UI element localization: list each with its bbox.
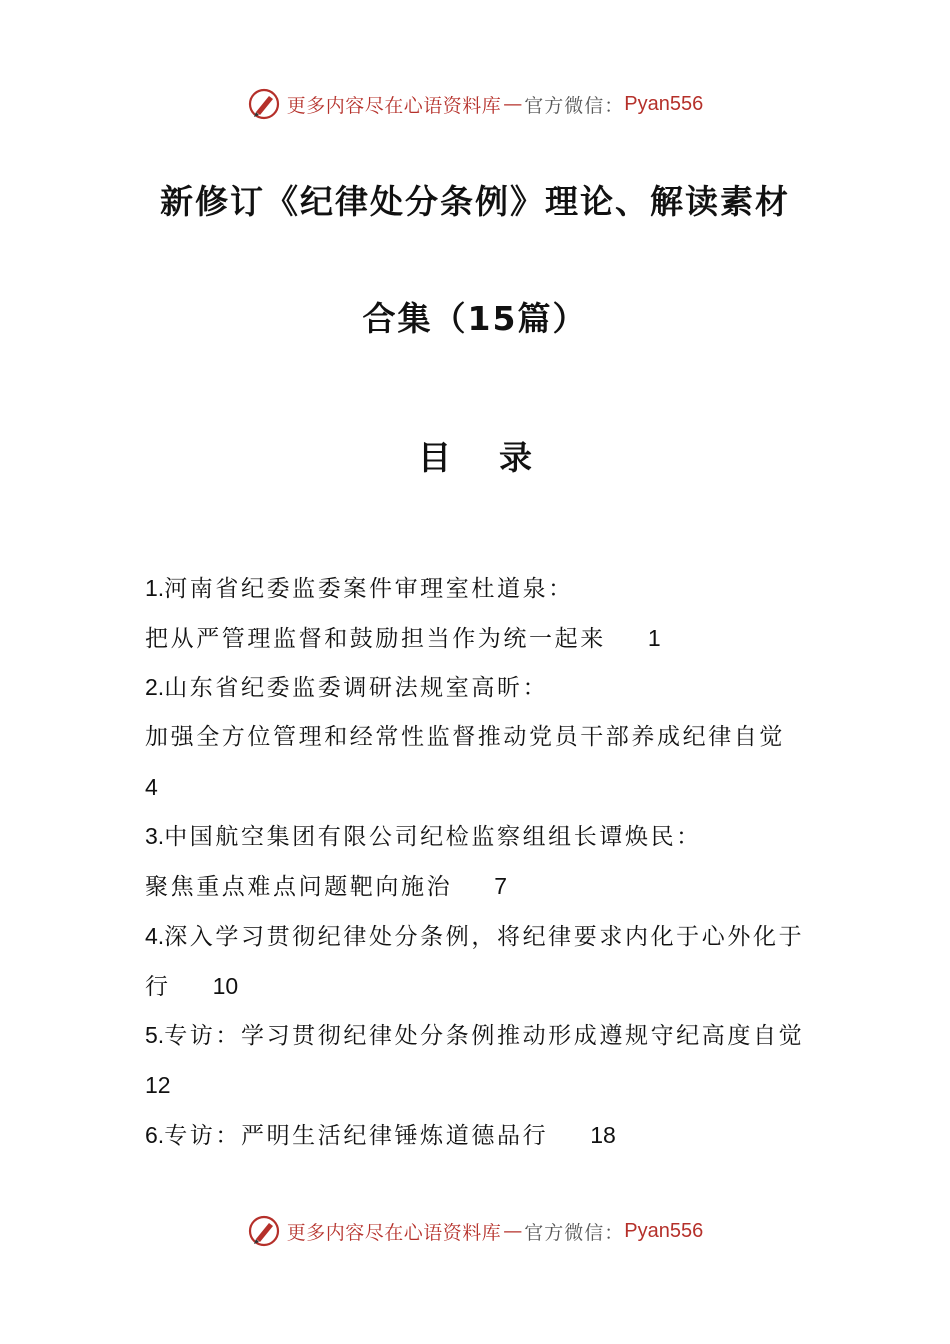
document-title-line-1: 新修订《纪律处分条例》理论、解读素材 [160, 182, 790, 221]
banner-label: 官方微信： [524, 94, 625, 117]
toc-heading-char-1: 目 [418, 438, 451, 477]
pen-logo-icon [247, 1214, 281, 1248]
table-of-contents [145, 564, 815, 1160]
toc-entry-2-line-2[interactable] [145, 713, 815, 763]
toc-entry-title: 河南省纪委监委案件审理室杜道泉： [164, 576, 574, 602]
toc-entry-title: 专访：严明生活纪律锤炼道德品行 [164, 1122, 549, 1149]
toc-entry-number: 3. [145, 823, 165, 850]
footer-watermark-banner [0, 1211, 950, 1251]
toc-entry-4-line-2[interactable] [145, 962, 815, 1012]
toc-entry-3-line-1[interactable] [145, 812, 815, 862]
toc-entry-number: 6. [145, 1121, 165, 1148]
toc-entry-title: 深入学习贯彻纪律处分条例，将纪律要求内化于心外化于 [164, 923, 805, 950]
toc-entry-6-line-1[interactable] [145, 1111, 815, 1161]
toc-entry-page: 1 [647, 624, 661, 651]
toc-heading-char-2: 录 [499, 438, 532, 477]
toc-entry-5-line-2[interactable] [145, 1061, 815, 1111]
toc-entry-title: 山东省纪委监委调研法规室高昕： [164, 675, 549, 702]
toc-entry-title: 把从严管理监督和鼓励担当作为统一起来 [145, 625, 606, 652]
toc-entry-title: 聚焦重点难点问题靶向施治 [145, 874, 453, 901]
toc-entry-title: 行 [145, 973, 171, 1000]
toc-entry-number: 1. [145, 575, 165, 601]
pen-logo-icon [247, 87, 281, 121]
document-title-line-2: 合集（15篇） [362, 299, 588, 338]
banner-text: 更多内容尽在心语资料库 [286, 1221, 502, 1244]
toc-entry-4-line-1[interactable] [145, 912, 815, 962]
toc-entry-page: 10 [212, 972, 239, 999]
toc-entry-title: 中国航空集团有限公司纪检监察组组长谭焕民： [164, 824, 702, 851]
toc-entry-page: 18 [590, 1121, 616, 1148]
toc-entry-number: 5. [145, 1022, 165, 1049]
toc-entry-1-line-2[interactable] [145, 614, 815, 664]
toc-entry-2-line-1[interactable] [145, 663, 815, 713]
toc-entry-title: 专访：学习贯彻纪律处分条例推动形成遵规守纪高度自觉 [164, 1023, 805, 1050]
toc-entry-3-line-2[interactable] [145, 862, 815, 912]
banner-dash: — [503, 1220, 523, 1242]
toc-entry-2-line-3[interactable] [145, 763, 815, 813]
header-watermark-banner [0, 84, 950, 124]
toc-heading [0, 432, 950, 479]
toc-entry-page: 7 [494, 873, 507, 900]
toc-entry-number: 4. [145, 922, 165, 949]
banner-wechat-id: Pyan556 [624, 1219, 704, 1242]
toc-entry-title: 加强全方位管理和经常性监督推动党员干部养成纪律自觉 [145, 724, 785, 751]
banner-label: 官方微信： [524, 1221, 625, 1244]
toc-entry-1-line-1[interactable] [145, 564, 815, 614]
toc-entry-number: 2. [145, 674, 165, 701]
banner-dash: — [503, 93, 523, 115]
banner-text: 更多内容尽在心语资料库 [286, 94, 502, 117]
toc-entry-page: 12 [145, 1071, 171, 1098]
banner-wechat-id: Pyan556 [624, 92, 704, 115]
toc-entry-5-line-1[interactable] [145, 1011, 815, 1061]
toc-entry-page: 4 [145, 773, 158, 800]
